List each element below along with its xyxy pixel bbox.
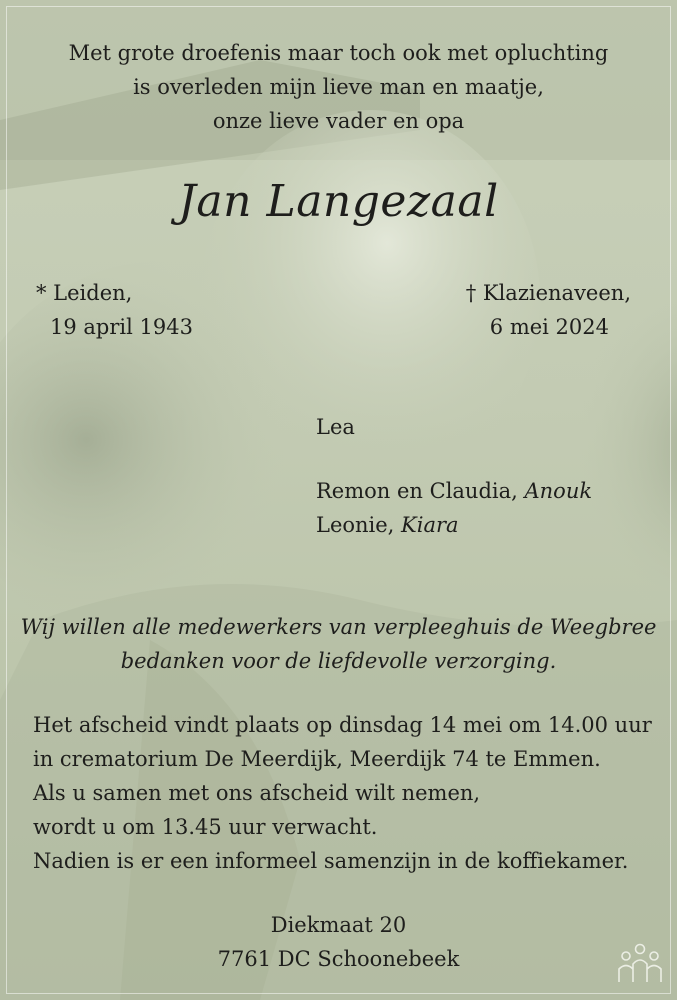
family-figures-icon — [615, 942, 665, 986]
spouse-name: Lea — [316, 415, 355, 439]
address-city: 7761 DC Schoonebeek — [217, 947, 460, 971]
children-names: Leonie, — [316, 513, 402, 537]
intro-text — [0, 36, 677, 138]
grandchild-name: Anouk — [524, 479, 593, 503]
birth-date: 19 april 1943 — [50, 315, 193, 339]
grandchild-name: Kiara — [401, 513, 459, 537]
address-street: Diekmaat 20 — [270, 913, 407, 937]
thanks-line: bedanken voor de liefdevolle verzorging. — [120, 649, 557, 673]
family-line — [316, 508, 592, 542]
service-info — [33, 708, 652, 878]
address — [0, 908, 677, 976]
service-line: in crematorium De Meerdijk, Meerdijk 74 te Emmen. — [33, 747, 601, 771]
family-line — [316, 474, 592, 508]
children-names: Remon en Claudia, — [316, 479, 525, 503]
service-line: Het afscheid vindt plaats op dinsdag 14 mei om 14.00 uur — [33, 713, 652, 737]
service-line: Nadien is er een informeel samenzijn in de koffiekamer. — [33, 849, 629, 873]
deceased-name: Jan Langezaal — [178, 176, 499, 227]
intro-line: is overleden mijn lieve man en maatje, — [133, 75, 544, 99]
family-list — [316, 410, 592, 542]
birth-info — [36, 276, 193, 344]
death-info — [466, 276, 631, 344]
thanks-text — [0, 610, 677, 678]
death-place: † Klazienaveen, — [465, 281, 631, 305]
thanks-line: Wij willen alle medewerkers van verpleeghuis de Weegbree — [20, 615, 657, 639]
intro-line: Met grote droefenis maar toch ook met opluchting — [68, 41, 609, 65]
service-line: wordt u om 13.45 uur verwacht. — [33, 815, 378, 839]
birth-place: * Leiden, — [36, 281, 133, 305]
intro-line: onze lieve vader en opa — [212, 109, 465, 133]
service-line: Als u samen met ons afscheid wilt nemen, — [33, 781, 481, 805]
death-date: 6 mei 2024 — [489, 315, 609, 339]
